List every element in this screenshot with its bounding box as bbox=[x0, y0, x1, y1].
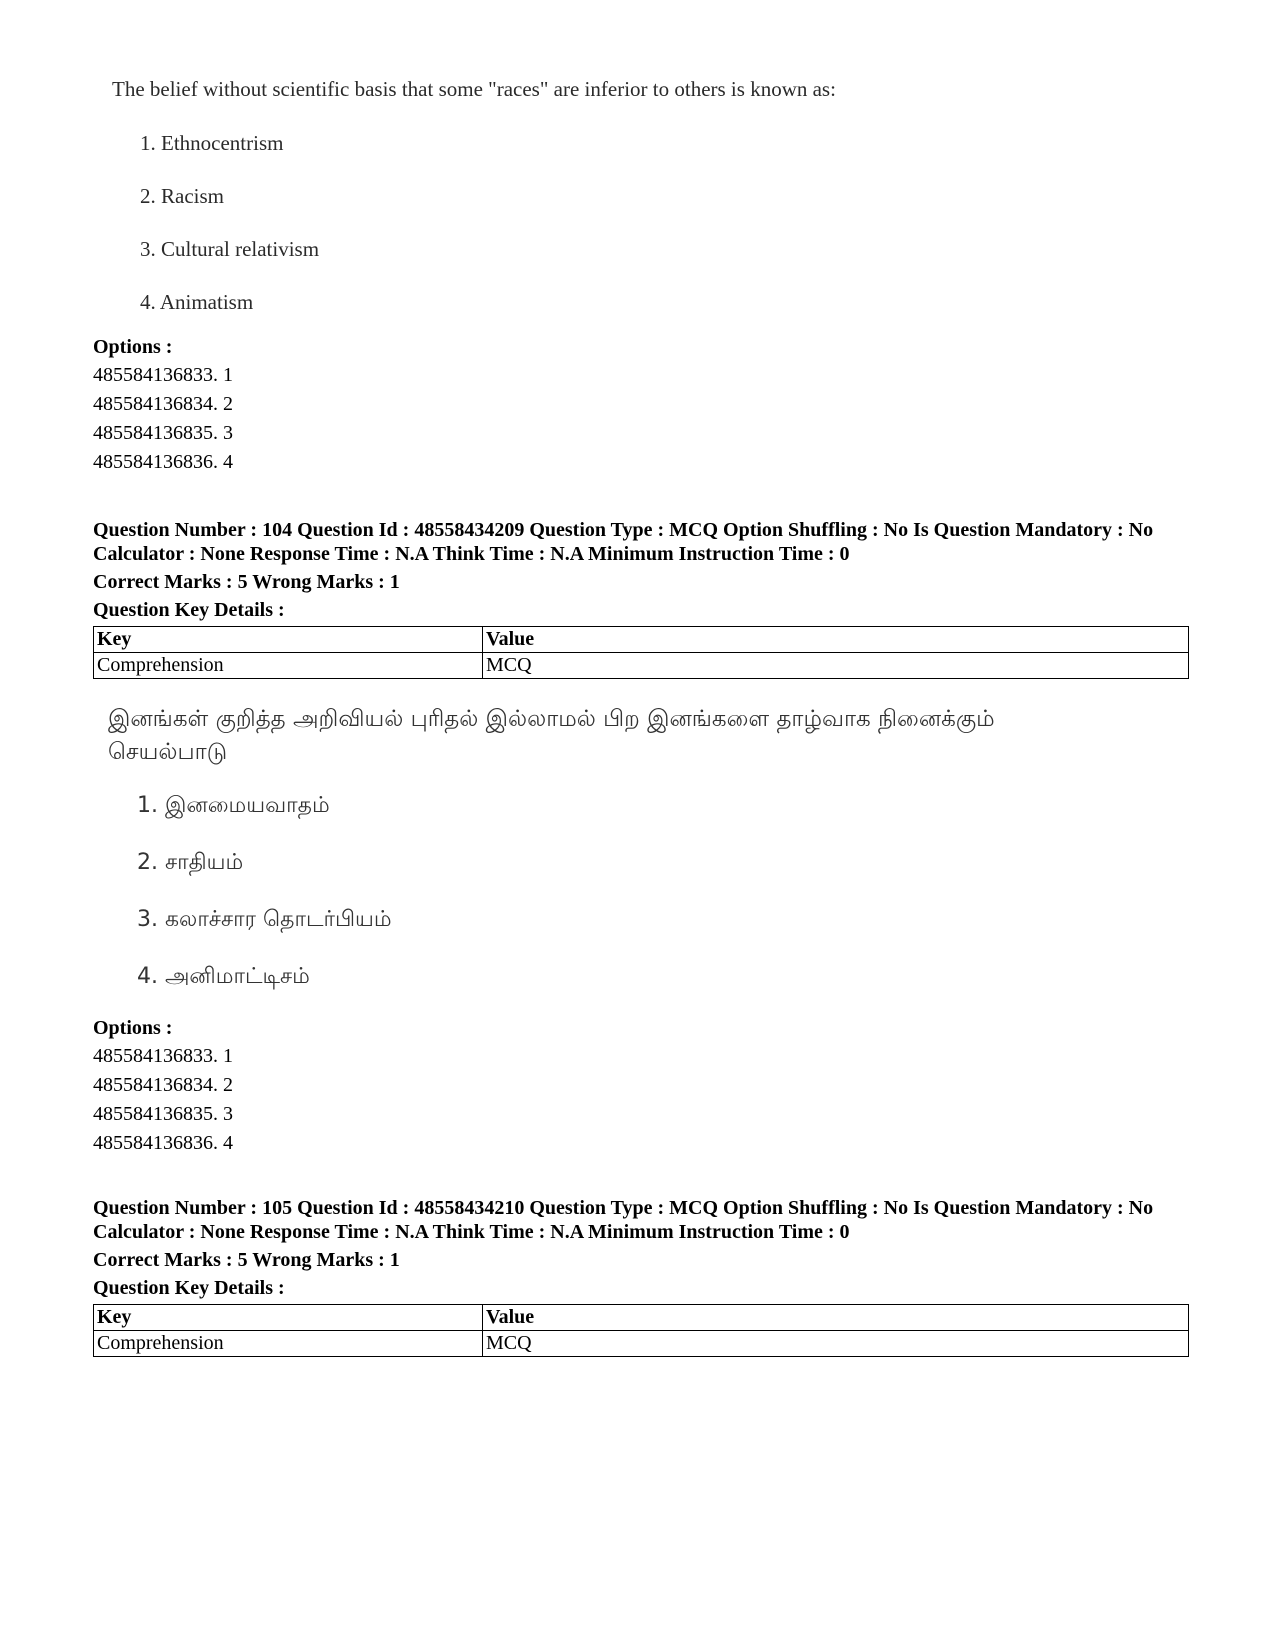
table-header-row bbox=[94, 627, 1189, 653]
option-id-item: 485584136834. 2 bbox=[93, 1074, 233, 1096]
english-option-4: 4. Animatism bbox=[140, 290, 254, 314]
table-header-key: Key bbox=[94, 1305, 483, 1331]
option-id-item: 485584136833. 1 bbox=[93, 1045, 233, 1067]
marks-line: Correct Marks : 5 Wrong Marks : 1 bbox=[93, 571, 400, 593]
tamil-option-4: 4. அனிமாட்டிசம் bbox=[137, 964, 310, 989]
question-meta: Question Number : 104 Question Id : 48558434209 Question Type : MCQ Option Shuffling : No Is Question Mandatory : No Calculator : None Response Time : N.A Think Time : N.A Minimum Instruction Time : 0 bbox=[93, 519, 1154, 565]
tamil-option-2: 2. சாதியம் bbox=[137, 850, 244, 875]
key-details-table bbox=[93, 1304, 1189, 1357]
option-id-list bbox=[93, 361, 233, 477]
table-header-key: Key bbox=[94, 627, 483, 653]
option-id-item: 485584136835. 3 bbox=[93, 1103, 233, 1125]
question-meta: Question Number : 105 Question Id : 48558434210 Question Type : MCQ Option Shuffling : No Is Question Mandatory : No Calculator : None Response Time : N.A Think Time : N.A Minimum Instruction Time : 0 bbox=[93, 1197, 1154, 1243]
tamil-option-1: 1. இனமையவாதம் bbox=[137, 793, 330, 818]
table-cell: Comprehension bbox=[94, 1331, 483, 1357]
key-details-table bbox=[93, 626, 1189, 679]
table-cell: Comprehension bbox=[94, 653, 483, 679]
options-heading: Options : bbox=[93, 336, 173, 358]
question-stem-english: The belief without scientific basis that some "races" are inferior to others is known as: bbox=[112, 77, 836, 101]
tamil-option-3: 3. கலாச்சார தொடர்பியம் bbox=[137, 907, 392, 932]
table-cell: MCQ bbox=[483, 653, 1189, 679]
option-id-list bbox=[93, 1042, 233, 1158]
english-option-1: 1. Ethnocentrism bbox=[140, 131, 284, 155]
option-id-item: 485584136834. 2 bbox=[93, 393, 233, 415]
english-option-3: 3. Cultural relativism bbox=[140, 237, 320, 261]
key-details-heading: Question Key Details : bbox=[93, 1277, 285, 1299]
option-id-item: 485584136833. 1 bbox=[93, 364, 233, 386]
options-heading: Options : bbox=[93, 1017, 173, 1039]
table-header-row bbox=[94, 1305, 1189, 1331]
option-id-item: 485584136836. 4 bbox=[93, 1132, 233, 1154]
marks-line: Correct Marks : 5 Wrong Marks : 1 bbox=[93, 1249, 400, 1271]
english-option-2: 2. Racism bbox=[140, 184, 224, 208]
table-cell: MCQ bbox=[483, 1331, 1189, 1357]
question-stem-tamil: இனங்கள் குறித்த அறிவியல் புரிதல் இல்லாமல் பிற இனங்களை தாழ்வாக நினைக்கும் செயல்பாடு bbox=[108, 706, 995, 765]
option-id-item: 485584136835. 3 bbox=[93, 422, 233, 444]
key-details-heading: Question Key Details : bbox=[93, 599, 285, 621]
table-header-value: Value bbox=[483, 1305, 1189, 1331]
table-row bbox=[94, 1331, 1189, 1357]
option-id-item: 485584136836. 4 bbox=[93, 451, 233, 473]
table-row bbox=[94, 653, 1189, 679]
table-header-value: Value bbox=[483, 627, 1189, 653]
